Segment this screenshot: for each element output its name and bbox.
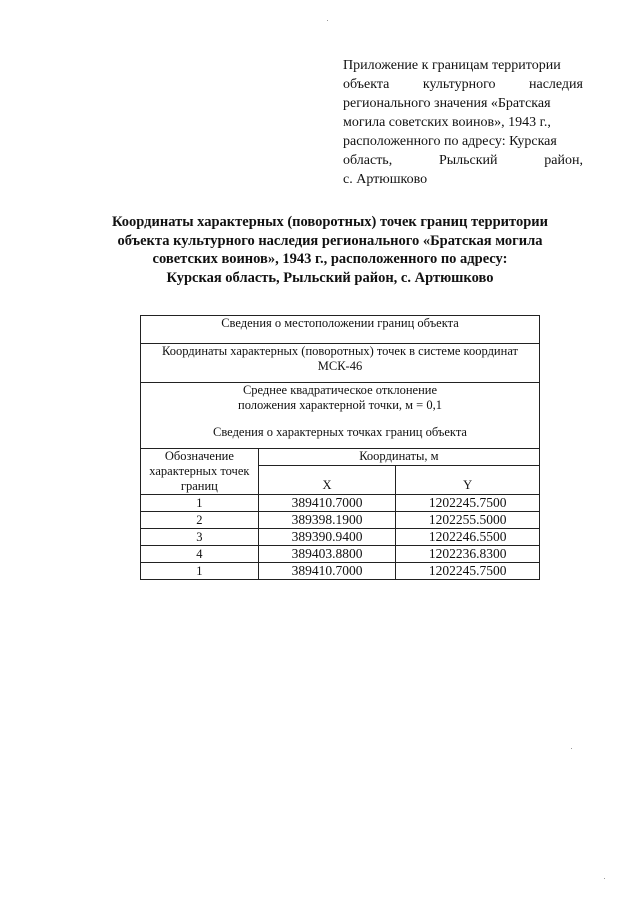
- title-line: советских воинов», 1943 г., расположенного по адресу:: [152, 251, 508, 267]
- deviation-line: положения характерной точки, м = 0,1: [238, 398, 442, 412]
- appendix-line: могила советских воинов», 1943 г.,: [343, 115, 551, 130]
- appendix-line: Приложение к границам территории: [343, 58, 561, 73]
- table-header-row: [141, 344, 540, 383]
- y-column-header: Y: [396, 465, 540, 494]
- table-header-row: [141, 383, 540, 449]
- point-header-line: характерных точек: [149, 464, 250, 478]
- table-row: [141, 512, 540, 529]
- point-header-line: Обозначение: [164, 449, 234, 463]
- x-cell: 389398.1900: [258, 512, 396, 529]
- appendix-word: Рыльский: [438, 153, 498, 168]
- title-line: объекта культурного наследия регионального «Братская могила: [117, 232, 543, 249]
- appendix-line: расположенного по адресу: Курская: [343, 134, 557, 149]
- deviation-line: Среднее квадратическое отклонение: [242, 383, 438, 397]
- x-cell: 389410.7000: [258, 495, 396, 512]
- appendix-word: район,: [544, 153, 583, 168]
- y-cell: 1202245.7500: [396, 495, 540, 512]
- point-cell: 1: [141, 495, 259, 512]
- appendix-line: регионального значения «Братская: [343, 96, 551, 111]
- point-cell: 2: [141, 512, 259, 529]
- table-row: [141, 563, 540, 580]
- location-header: Сведения о местоположении границ объекта: [141, 316, 540, 344]
- point-cell: 1: [141, 563, 259, 580]
- table-row: [141, 495, 540, 512]
- scan-speck: [327, 20, 328, 21]
- title-line: Координаты характерных (поворотных) точек границ территории: [112, 214, 548, 230]
- x-column-header: X: [258, 465, 396, 494]
- table-row: [141, 529, 540, 546]
- title-line: Курская область, Рыльский район, с. Артюшково: [166, 269, 494, 286]
- appendix-word: наследия: [528, 77, 583, 92]
- coordinates-column-header: Координаты, м: [258, 449, 539, 466]
- system-line: МСК-46: [317, 359, 363, 373]
- appendix-note: [343, 56, 583, 189]
- x-cell: 389390.9400: [258, 529, 396, 546]
- deviation-info: [141, 383, 540, 449]
- x-cell: 389410.7000: [258, 563, 396, 580]
- scan-speck: [571, 748, 572, 749]
- system-line: Координаты характерных (поворотных) точек в системе координат: [161, 344, 519, 358]
- scan-speck: [604, 878, 605, 879]
- appendix-line: с. Артюшково: [343, 172, 428, 187]
- point-cell: 4: [141, 546, 259, 563]
- appendix-line: [343, 75, 583, 94]
- coordinates-table: [140, 315, 540, 580]
- appendix-word: область,: [343, 153, 393, 168]
- table-header-row: [141, 316, 540, 344]
- points-info-label: Сведения о характерных точках границ объекта: [213, 425, 467, 439]
- coordinate-system-header: [141, 344, 540, 383]
- y-cell: 1202255.5000: [396, 512, 540, 529]
- point-column-header: [141, 449, 259, 495]
- y-cell: 1202245.7500: [396, 563, 540, 580]
- appendix-line: [343, 151, 583, 170]
- x-cell: 389403.8800: [258, 546, 396, 563]
- y-cell: 1202236.8300: [396, 546, 540, 563]
- column-header-row: [141, 449, 540, 466]
- y-cell: 1202246.5500: [396, 529, 540, 546]
- appendix-word: объекта: [343, 77, 390, 92]
- document-title: [80, 213, 580, 287]
- point-cell: 3: [141, 529, 259, 546]
- appendix-word: культурного: [422, 77, 496, 92]
- point-header-line: границ: [180, 479, 218, 493]
- table-row: [141, 546, 540, 563]
